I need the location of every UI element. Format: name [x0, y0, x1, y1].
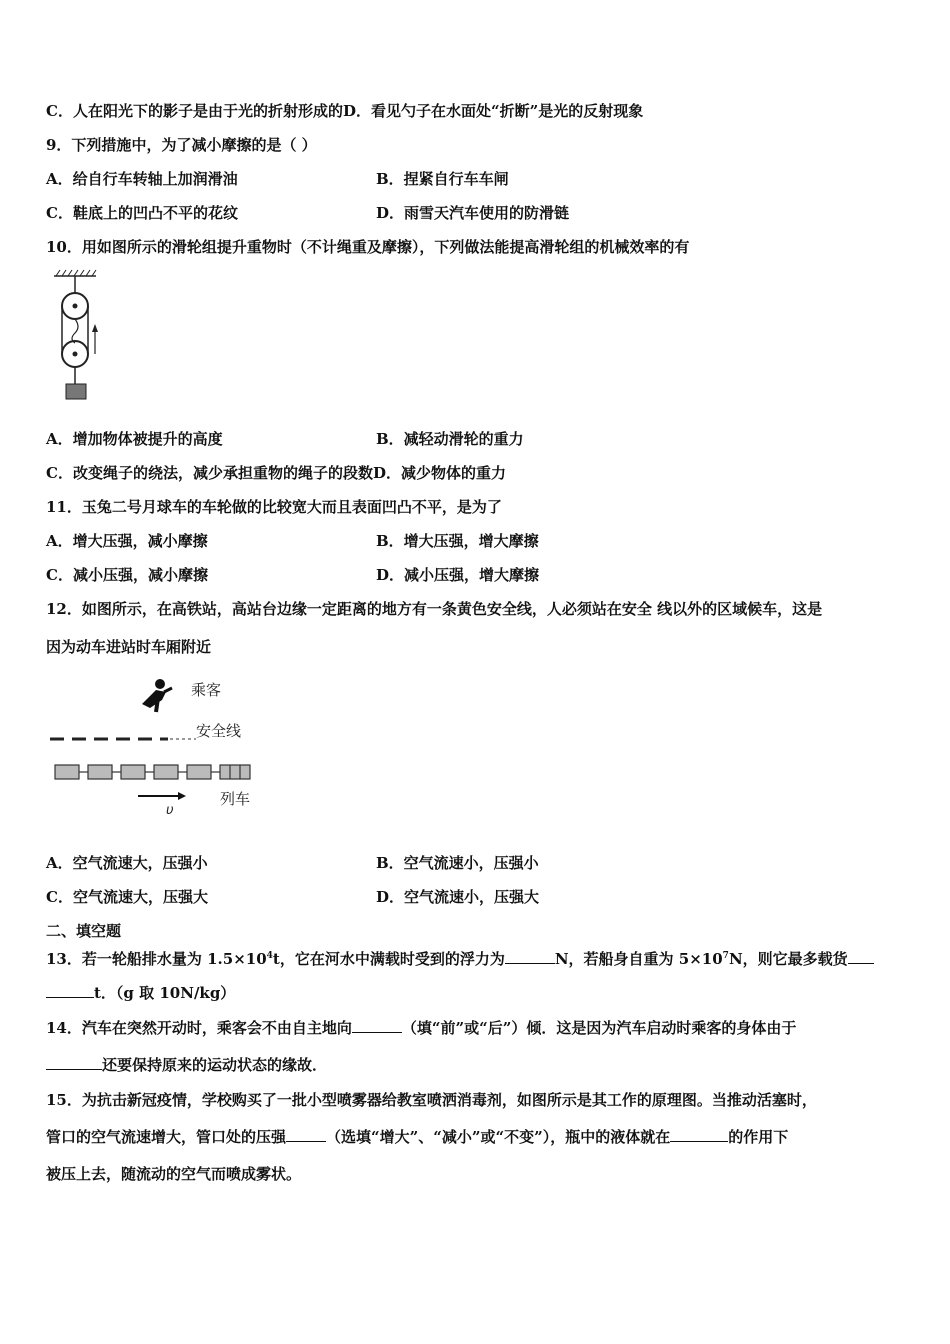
safety-line-label: 安全线 [196, 722, 242, 740]
q12-option-b: B．空气流速小，压强小 [376, 854, 539, 872]
velocity-label: υ [166, 803, 174, 818]
q10-option-c: C．改变绳子的绕法，减少承担重物的绳子的段数 [46, 464, 373, 482]
velocity-arrow-icon [136, 791, 188, 801]
q9-option-d: D．雨雪天汽车使用的防滑链 [376, 204, 570, 222]
q9-option-b: B．捏紧自行车车闸 [376, 170, 509, 188]
q8-options-cd [46, 101, 643, 121]
q10-option-a: A．增加物体被提升的高度 [46, 430, 223, 448]
q12-stem-line1: 12．如图所示，在高铁站，高站台边缘一定距离的地方有一条黄色安全线，人必须站在安全 线以外的区域候车，这是 [46, 600, 823, 618]
q14-blank-2[interactable] [46, 1055, 102, 1070]
q9-stem: 9．下列措施中，为了减小摩擦的是（ ） [46, 136, 317, 154]
q10-option-b: B．减轻动滑轮的重力 [376, 430, 524, 448]
q11-option-b: B．增大压强，增大摩擦 [376, 532, 539, 550]
q14-blank-1[interactable] [352, 1018, 402, 1033]
safety-line [48, 736, 198, 742]
q15-line1: 15．为抗击新冠疫情，学校购买了一批小型喷雾器给教室喷洒消毒剂，如图所示是其工作的原理图。当推动活塞时， [46, 1091, 817, 1109]
pulley-figure [50, 268, 110, 404]
q14-line1: 14．汽车在突然开动时，乘客会不由自主地向 （填“前”或“后”）倾．这是因为汽车启动时乘客的身体由于 [46, 1019, 797, 1037]
q15-line3: 被压上去，随流动的空气而喷成雾状。 [46, 1165, 302, 1183]
q10-stem: 10．用如图所示的滑轮组提升重物时（不计绳重及摩擦），下列做法能提高滑轮组的机械效率的有 [46, 238, 690, 256]
q12-option-d: D．空气流速小，压强大 [376, 888, 540, 906]
train-cars [54, 763, 252, 781]
q15-line2: 管口的空气流速增大，管口处的压强 （选填“增大”、“减小”或“不变”），瓶中的液体就在 的作用下 [46, 1128, 789, 1146]
q13-line1: 13．若一轮船排水量为 $1.5\times 10^4t$，它在河水中满载时受到的浮力为 N，若船身自重为 $5\times 10^7N$，则它最多载货 [46, 946, 874, 969]
q12-option-a: A．空气流速大，压强小 [46, 854, 208, 872]
q13-blank-2a[interactable] [848, 949, 874, 964]
q8-option-c: C．人在阳光下的影子是由于光的折射形成的 [46, 102, 343, 120]
q11-stem: 11．玉兔二号月球车的车轮做的比较宽大而且表面凹凸不平，是为了 [46, 498, 502, 516]
train-label: 列车 [220, 790, 251, 808]
q13-blank-1[interactable] [505, 949, 555, 964]
q9-option-c: C．鞋底上的凹凸不平的花纹 [46, 204, 238, 222]
q10-option-d: D．减少物体的重力 [372, 464, 506, 482]
q12-option-c: C．空气流速大，压强大 [46, 888, 208, 906]
q9-option-a: A．给自行车转轴上加润滑油 [46, 170, 238, 188]
q8-option-d: D．看见勺子在水面处“折断”是光的反射现象 [342, 102, 644, 120]
q14-line2: 还要保持原来的运动状态的缘故． [46, 1055, 327, 1075]
q10-options-cd [46, 463, 506, 483]
q13-blank-2b[interactable] [46, 983, 94, 998]
q11-option-c: C．减小压强，减小摩擦 [46, 566, 208, 584]
q15-blank-2[interactable] [670, 1127, 728, 1142]
q12-stem-line2: 因为动车进站时车厢附近 [46, 638, 212, 656]
platform-figure [48, 670, 278, 830]
section-title: 二、填空题 [46, 922, 122, 940]
q11-option-d: D．减小压强，增大摩擦 [376, 566, 540, 584]
passenger-icon [136, 678, 176, 714]
q13-line2: t．（g 取 10N/kg） [46, 983, 235, 1003]
passenger-label: 乘客 [191, 681, 222, 699]
q11-option-a: A．增大压强，减小摩擦 [46, 532, 208, 550]
q15-blank-1[interactable] [286, 1127, 326, 1142]
